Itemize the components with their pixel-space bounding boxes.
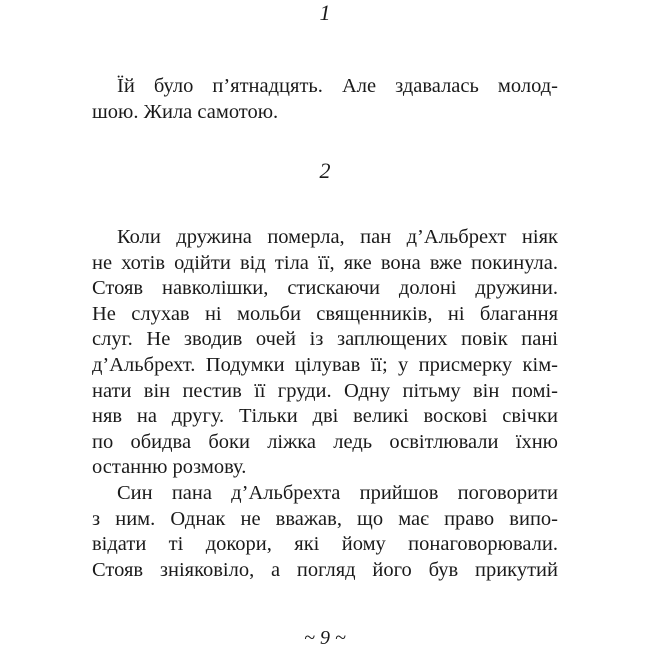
text-line: слуг. Не зводив очей із заплющених повік пані <box>92 328 558 351</box>
text-line: Стояв навколішки, стискаючи долоні дружини. <box>92 277 558 300</box>
section-1-text <box>92 74 558 125</box>
text-line: по обидва боки ліжка ледь освітлювали їхню <box>92 430 558 453</box>
text-line: Їй було п’ятнадцять. Але здавалась молод- <box>117 75 558 97</box>
text-line: няв на другу. Тільки дві великі воскові свічки <box>92 405 558 428</box>
text-line: останню розмову. <box>92 456 247 479</box>
text-line: Син пана д’Альбрехта прийшов поговорити <box>117 481 558 504</box>
section-2-text <box>92 225 558 583</box>
text-line: відати ті докори, які йому понаговорювали. <box>92 533 558 556</box>
text-line: Коли дружина померла, пан д’Альбрехт ніяк <box>117 226 558 248</box>
text-line: Не слухав ні мольби священників, ні благання <box>92 302 558 325</box>
page-number: ~ 9 ~ <box>304 627 346 649</box>
text-line: шою. Жила самотою. <box>92 100 279 123</box>
text-line: нати він пестив її груди. Одну пітьму він помі- <box>92 379 558 402</box>
section-number: 2 <box>319 158 331 183</box>
text-line: Стояв зніяковіло, а погляд його був прикутий <box>92 558 558 581</box>
text-line: з ним. Однак не вважав, що має право випо- <box>92 507 558 530</box>
section-number: 1 <box>319 0 331 25</box>
text-line: д’Альбрехт. Подумки цілував її; у присмерку кім- <box>92 353 558 376</box>
text-line: не хотів одійти від тіла її, яке вона вже покинула. <box>92 251 558 274</box>
